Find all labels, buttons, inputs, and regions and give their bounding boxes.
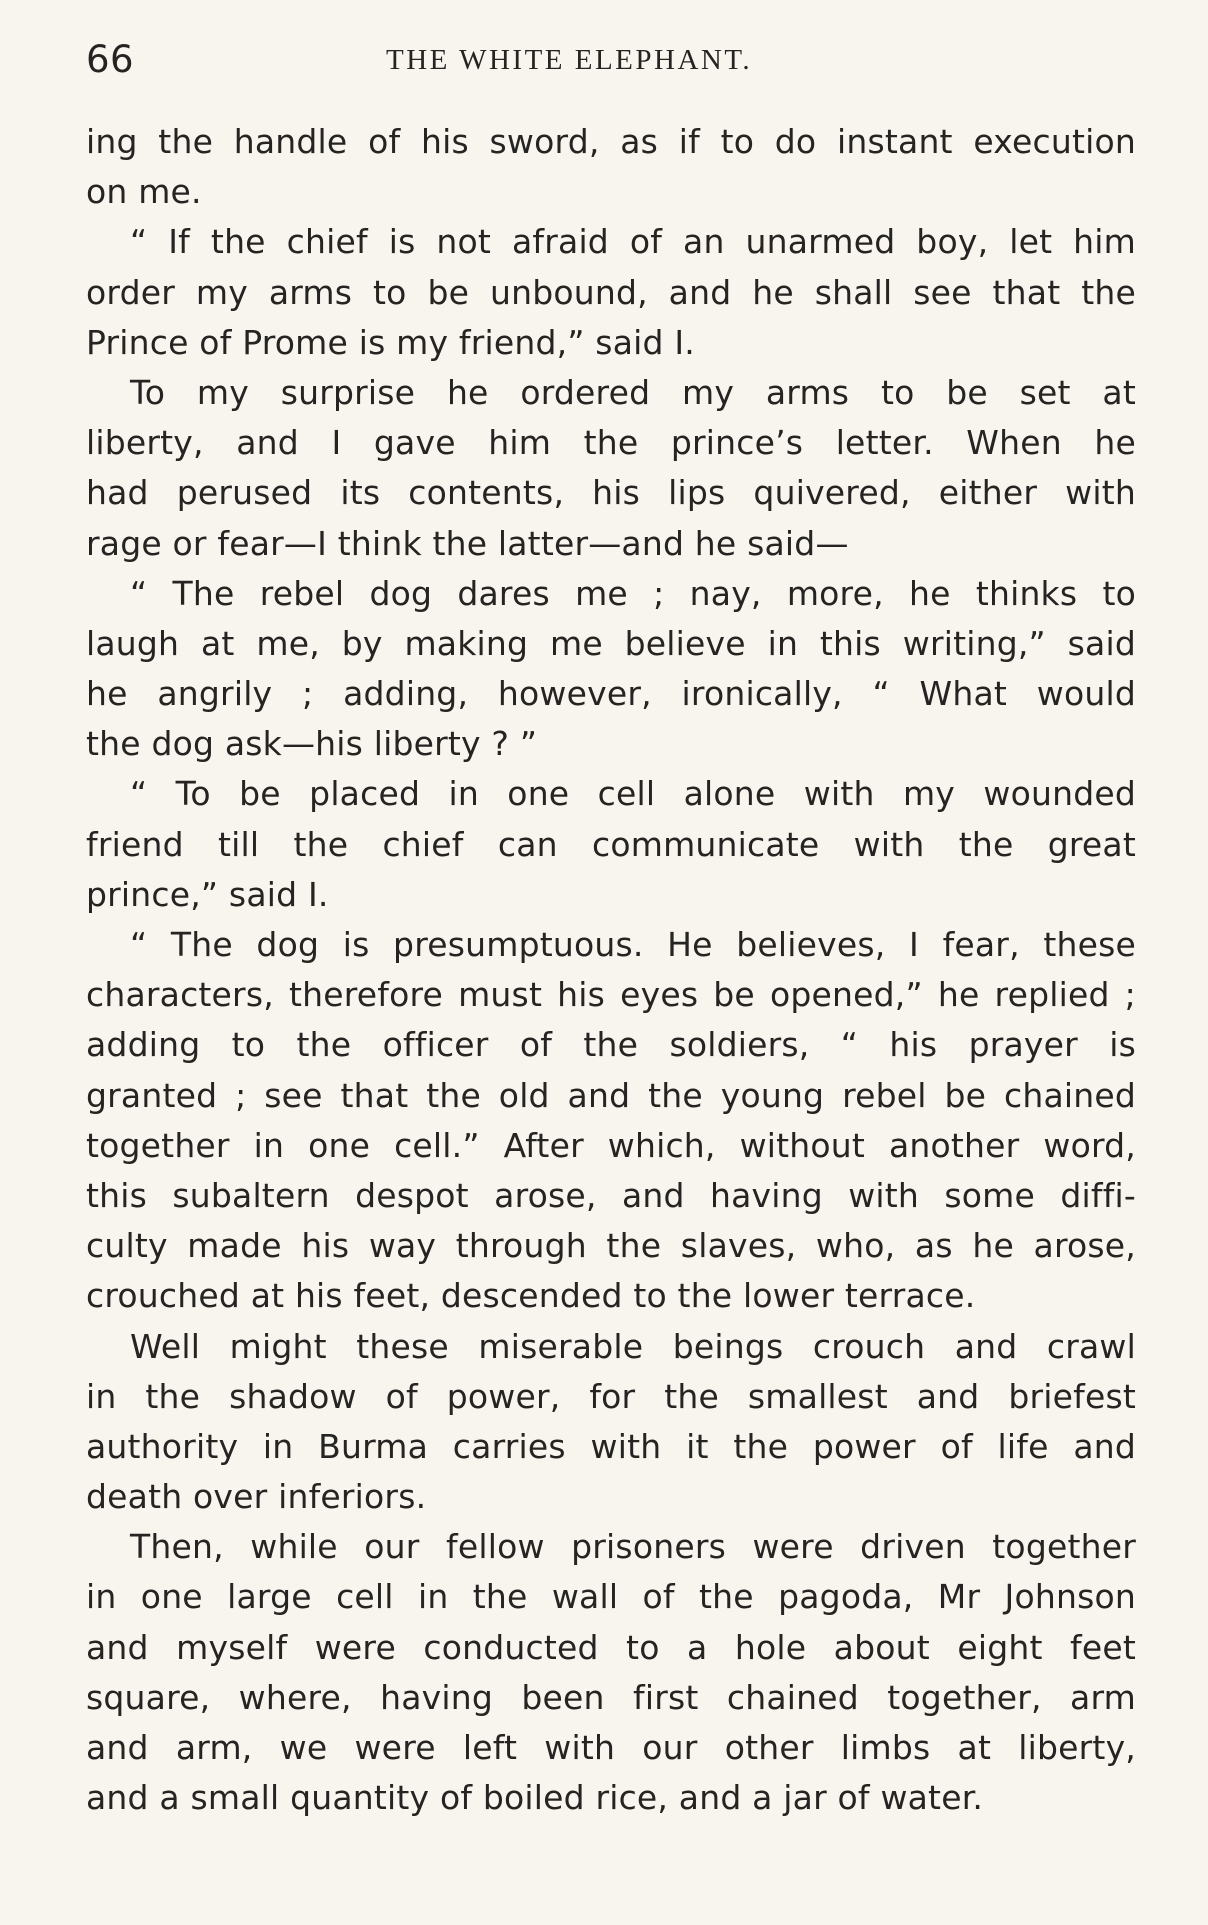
text-line: friend till the chief can communicate with the great <box>86 824 1136 864</box>
text-line: “ To be placed in one cell alone with my wounded <box>130 774 1136 814</box>
text-line: ing the handle of his sword, as if to do instant execution <box>86 122 1136 161</box>
text-line: laugh at me, by making me believe in this writing,” said <box>86 623 1136 663</box>
body-text <box>86 117 1136 1823</box>
text-line: together in one cell.” After which, without another word, <box>86 1125 1136 1165</box>
text-line: “ The rebel dog dares me ; nay, more, he thinks to <box>130 573 1136 613</box>
text-line: square, where, having been first chained together, arm <box>86 1677 1136 1717</box>
text-line: liberty, and I gave him the prince’s letter. When he <box>86 423 1136 463</box>
text-line: on me. <box>86 172 202 212</box>
text-line: rage or fear—I think the latter—and he said— <box>86 523 849 563</box>
text-line: and arm, we were left with our other limbs at liberty, <box>86 1728 1136 1767</box>
text-line: crouched at his feet, descended to the lower terrace. <box>86 1276 976 1316</box>
text-line: had perused its contents, his lips quivered, either with <box>86 473 1136 513</box>
text-line: the dog ask—his liberty ? ” <box>86 724 538 764</box>
text-line: To my surprise he ordered my arms to be set at <box>130 372 1136 412</box>
text-line: in the shadow of power, for the smallest and briefest <box>86 1376 1136 1416</box>
text-line: Then, while our fellow prisoners were driven together <box>130 1527 1136 1567</box>
text-line: adding to the officer of the soldiers, “ his prayer is <box>86 1025 1136 1065</box>
text-line: in one large cell in the wall of the pagoda, Mr Johnson <box>86 1577 1136 1617</box>
text-line: order my arms to be unbound, and he shall see that the <box>86 272 1136 312</box>
text-line: characters, therefore must his eyes be opened,” he replied ; <box>86 975 1136 1015</box>
text-line: this subaltern despot arose, and having with some diffi- <box>86 1175 1136 1215</box>
text-line: authority in Burma carries with it the power of life and <box>86 1426 1136 1466</box>
text-line: “ If the chief is not afraid of an unarmed boy, let him <box>130 222 1136 262</box>
text-line: Prince of Prome is my friend,” said I. <box>86 322 695 362</box>
text-line: prince,” said I. <box>86 874 329 914</box>
text-line: “ The dog is presumptuous. He believes, I fear, these <box>130 925 1136 964</box>
text-line: granted ; see that the old and the young rebel be chained <box>86 1075 1136 1115</box>
page-number: 66 <box>86 38 135 81</box>
running-head <box>86 38 1136 81</box>
text-line: death over inferiors. <box>86 1477 427 1517</box>
running-title: THE WHITE ELEPHANT. <box>386 44 753 76</box>
text-line: Well might these miserable beings crouch and crawl <box>130 1326 1136 1366</box>
text-line: and a small quantity of boiled rice, and a jar of water. <box>86 1778 984 1818</box>
text-line: culty made his way through the slaves, who, as he arose, <box>86 1226 1136 1266</box>
text-line: and myself were conducted to a hole about eight feet <box>86 1627 1136 1667</box>
text-line: he angrily ; adding, however, ironically, “ What would <box>86 674 1136 714</box>
